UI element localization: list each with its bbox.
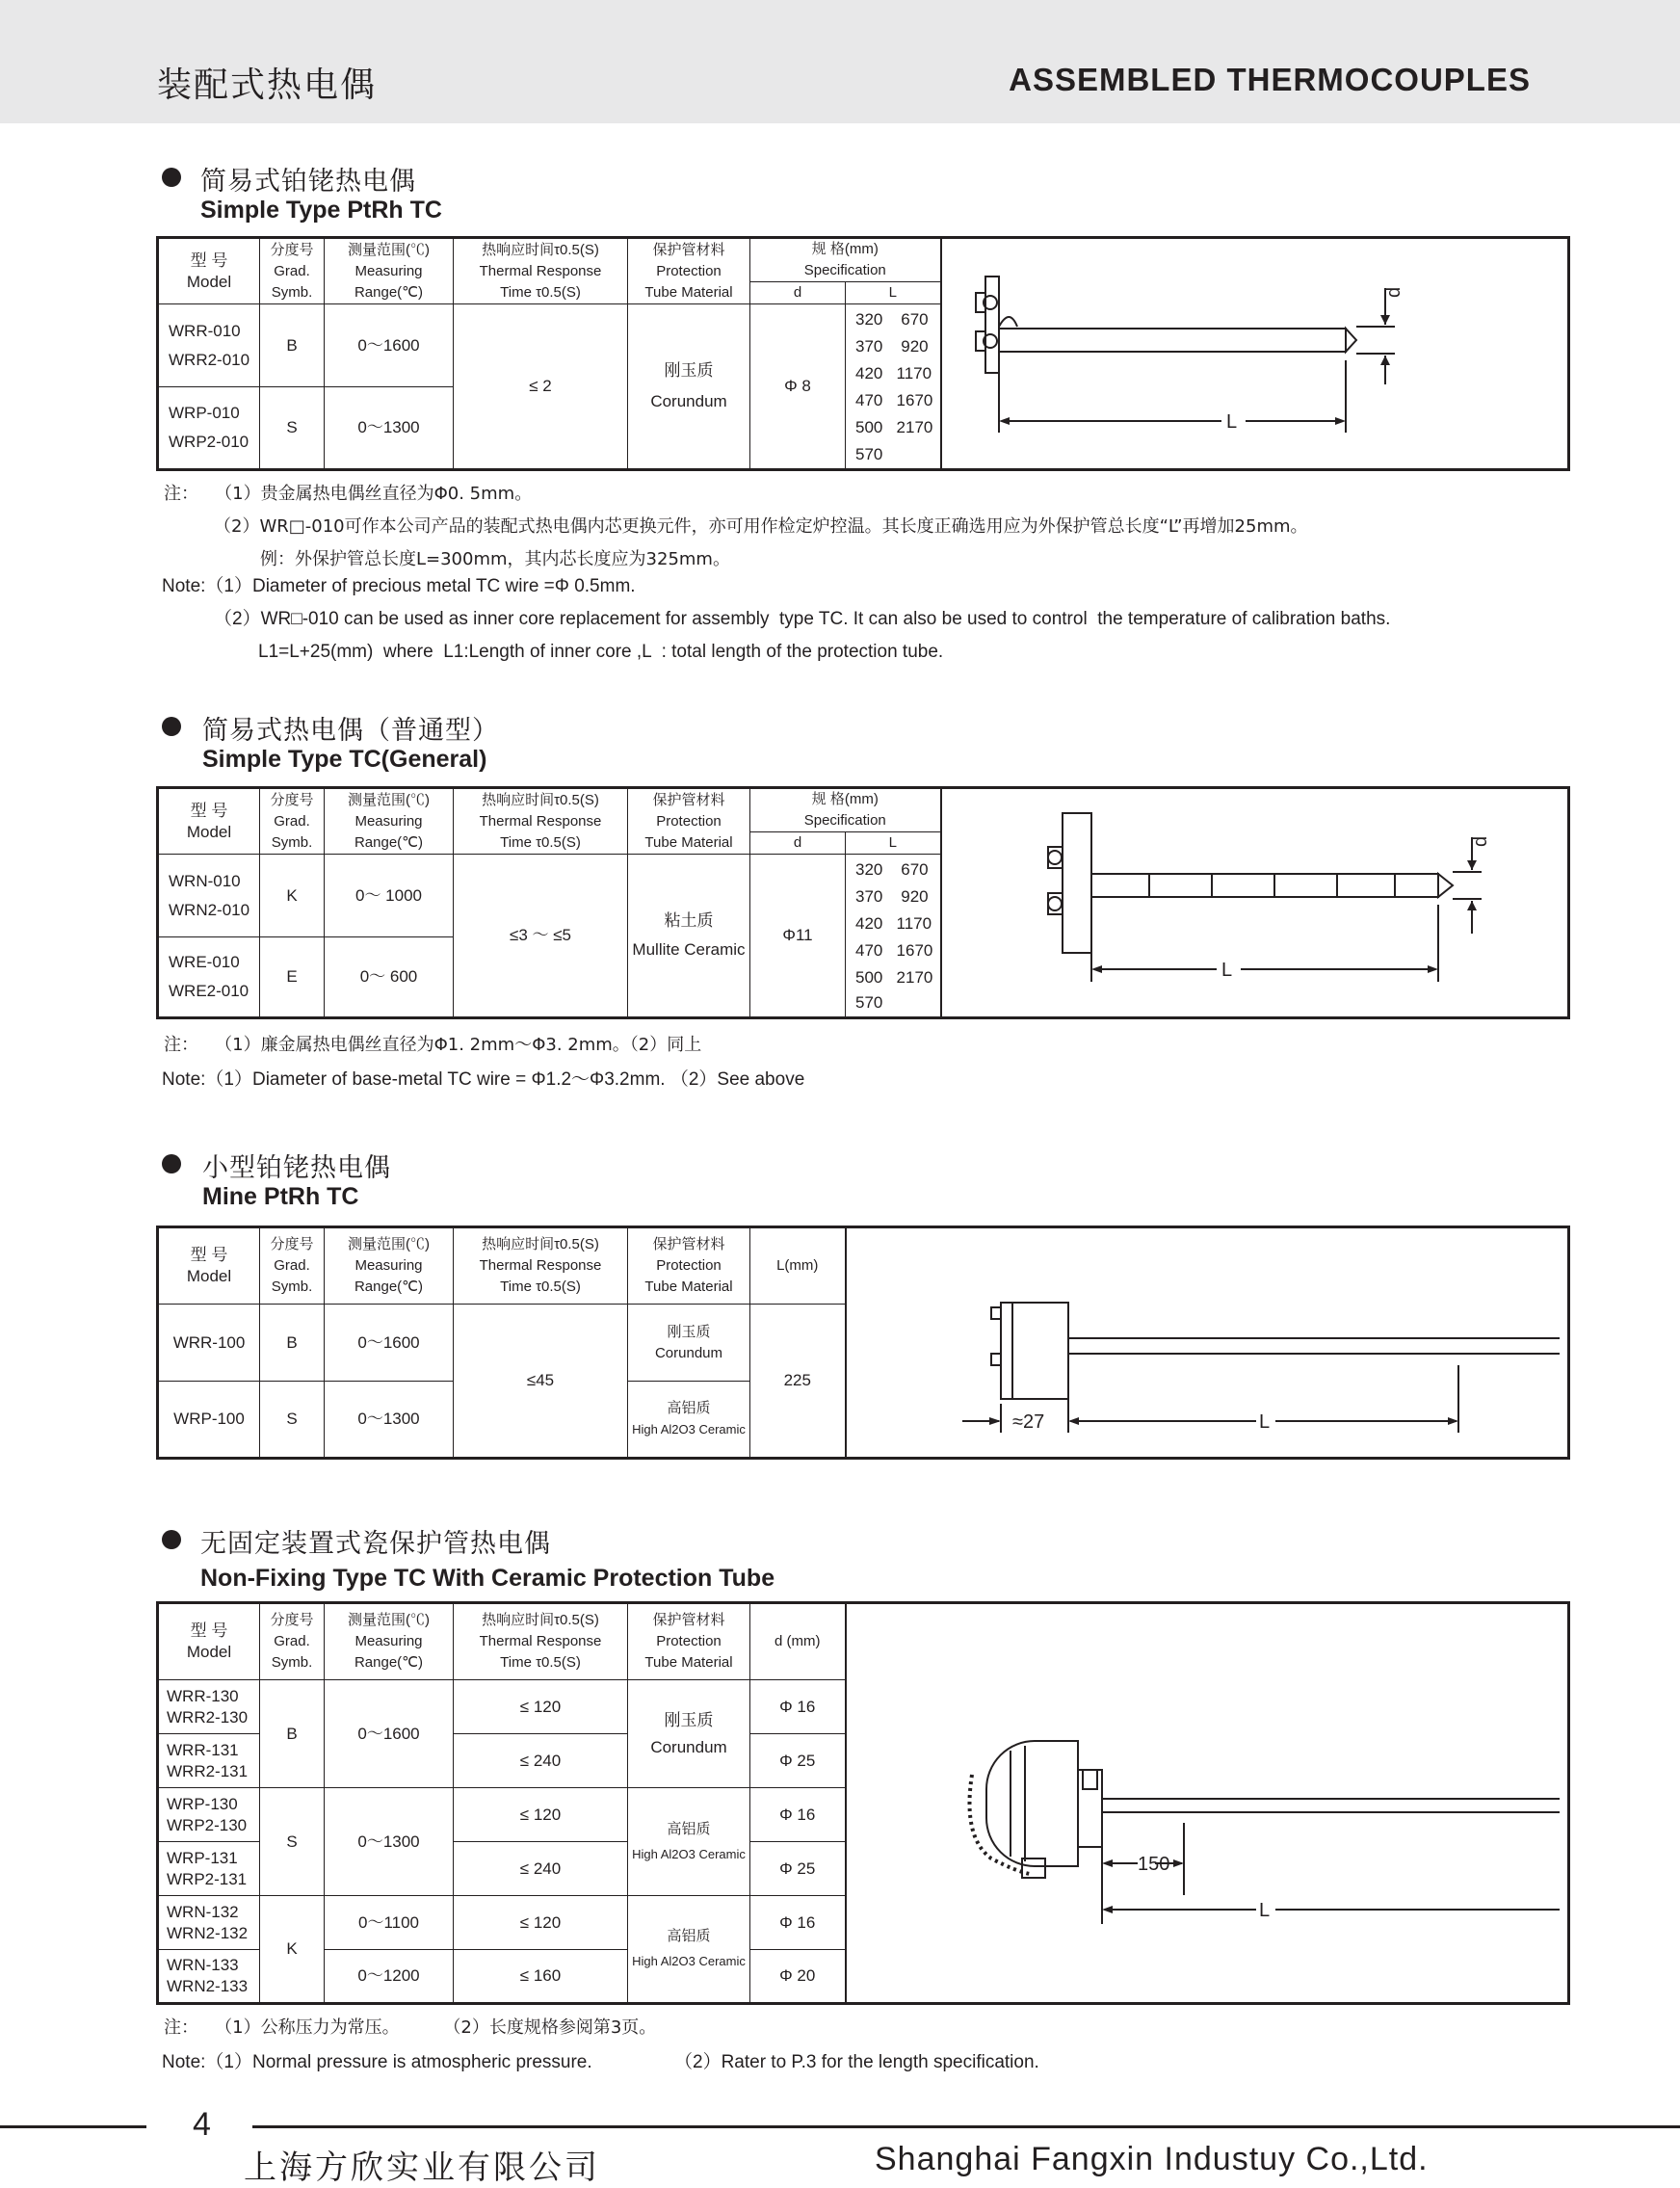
svg-text:L: L bbox=[1258, 1899, 1270, 1921]
sec3-tube-0: 刚玉质 Corundum bbox=[628, 1305, 750, 1382]
sec1-range-0: 0～1600 bbox=[325, 304, 454, 387]
footer-rule-right bbox=[252, 2125, 1680, 2128]
col-time: 热响应时间τ0.5(S) Thermal Response Time τ0.5(S) bbox=[454, 238, 628, 304]
sec1-time: ≤ 2 bbox=[454, 304, 628, 470]
bullet-icon bbox=[162, 1530, 181, 1549]
sec1-title-en: Simple Type PtRh TC bbox=[200, 197, 442, 224]
sec3-tube-1: 高铝质 High Al2O3 Ceramic bbox=[628, 1382, 750, 1459]
col-grad: 分度号 Grad. Symb. bbox=[260, 238, 325, 304]
sec4-model-3: WRP-131 WRP2-131 bbox=[158, 1842, 260, 1896]
company-name-cn: 上海方欣实业有限公司 bbox=[244, 2148, 600, 2187]
sec1-tube: 刚玉质 Corundum bbox=[628, 304, 750, 470]
sec3-diagram bbox=[846, 1227, 1569, 1459]
header-title-cn: 装配式热电偶 bbox=[157, 66, 378, 105]
sec1-table bbox=[156, 236, 1570, 471]
page-header bbox=[0, 0, 1680, 123]
sec4-model-0: WRR-130 WRR2-130 bbox=[158, 1680, 260, 1734]
col-tube: 保护管材料 Protection Tube Material bbox=[628, 238, 750, 304]
sec3-grade-0: B bbox=[260, 1305, 325, 1382]
sec3-model-0: WRR-100 bbox=[158, 1305, 260, 1382]
sec3-range-0: 0～1600 bbox=[325, 1305, 454, 1382]
sec1-d: Φ 8 bbox=[750, 304, 846, 470]
sec1-range-1: 0～1300 bbox=[325, 387, 454, 470]
sec3-grade-1: S bbox=[260, 1382, 325, 1459]
sec2-table: 型 号 Model 分度号 Grad. Symb. 测量范围(℃) Measuring Range(℃) 热响应时间τ0.5(S) Thermal Response Time τ0.5(S) 保护管材料 Protection Tube Material 规 格(mm) Specification L d d L WRN-010 WRN2-010 K 0～ 1000 ≤3 ～ ≤5 粘土质 Mullite Ceramic Φ11 320 670 370 920 420 1170 470 1670 500 2170 570 WRE-010 WRE2-010 E 0～ 600 bbox=[156, 786, 1570, 1019]
col-spec: 规 格(mm) Specification bbox=[750, 238, 941, 282]
col-L: L bbox=[846, 282, 941, 304]
svg-text:150: 150 bbox=[1137, 1853, 1169, 1875]
sec2-title-en: Simple Type TC(General) bbox=[202, 746, 487, 773]
sec4-diagram bbox=[846, 1603, 1569, 2004]
sec4-model-5: WRN-133 WRN2-133 bbox=[158, 1950, 260, 2004]
col-d: d bbox=[750, 282, 846, 304]
sec1-note-en-3: L1=L+25(mm) where L1:Length of inner core ,L : total length of the protection tube. bbox=[258, 642, 944, 662]
sec3-L: 225 bbox=[750, 1305, 846, 1459]
sec4-model-4: WRN-132 WRN2-132 bbox=[158, 1896, 260, 1950]
sec2-model-1: WRE-010 WRE2-010 bbox=[158, 937, 260, 1018]
sec2-grade-1: E bbox=[260, 937, 325, 1018]
sec1-L-list: 320 670 370 920 420 1170 470 1670 500 2170 570 bbox=[846, 304, 941, 470]
sec1-note-cn-1: 注： （1）贵金属热电偶丝直径为Φ0. 5mm。 bbox=[164, 484, 533, 504]
bullet-icon bbox=[162, 717, 181, 736]
svg-text:L: L bbox=[1258, 1410, 1270, 1433]
sec3-time: ≤45 bbox=[454, 1305, 628, 1459]
sec1-grade-0: B bbox=[260, 304, 325, 387]
sec3-table: 型 号 Model 分度号 Grad. Symb. 测量范围(℃) Measuring Range(℃) 热响应时间τ0.5(S) Thermal Response Time τ0.5(S) 保护管材料 Protection Tube Material L(mm) ≈27 L WRR-100 B 0～1600 ≤45 刚玉质 Corundum 225 WRP-100 S 0～1300 高铝质 High Al2O3 Ceramic bbox=[156, 1226, 1570, 1460]
sec4-model-1: WRR-131 WRR2-131 bbox=[158, 1734, 260, 1788]
sec3-range-1: 0～1300 bbox=[325, 1382, 454, 1459]
sec1-model-1: WRP-010 WRP2-010 bbox=[158, 387, 260, 470]
svg-text:d: d bbox=[1469, 835, 1491, 847]
sec4-note-cn: 注： （1）公称压力为常压。 （2）长度规格参阅第3页。 bbox=[164, 2017, 657, 2038]
sec2-d: Φ11 bbox=[750, 855, 846, 1018]
sec4-title-en: Non-Fixing Type TC With Ceramic Protection Tube bbox=[200, 1565, 775, 1592]
sec2-L-list: 320 670 370 920 420 1170 470 1670 500 2170 570 bbox=[846, 855, 941, 1018]
svg-text:L: L bbox=[1221, 960, 1232, 981]
sec2-grade-0: K bbox=[260, 855, 325, 937]
sec2-model-0: WRN-010 WRN2-010 bbox=[158, 855, 260, 937]
sec1-note-en-1: Note:（1）Diameter of precious metal TC wire =Φ 0.5mm. bbox=[162, 576, 636, 596]
sec2-note-en: Note:（1）Diameter of base-metal TC wire = Φ1.2～Φ3.2mm. （2）See above bbox=[162, 1069, 805, 1090]
sec1-model-0: WRR-010 WRR2-010 bbox=[158, 304, 260, 387]
header-title-en: ASSEMBLED THERMOCOUPLES bbox=[1009, 62, 1531, 97]
sec1-grade-1: S bbox=[260, 387, 325, 470]
sec2-time: ≤3 ～ ≤5 bbox=[454, 855, 628, 1018]
sec1-diagram bbox=[941, 238, 1569, 470]
col-model: 型 号 Model bbox=[158, 238, 260, 304]
svg-text:d: d bbox=[1382, 286, 1404, 298]
sec3-model-1: WRP-100 bbox=[158, 1382, 260, 1459]
col-range: 测量范围(℃) Measuring Range(℃) bbox=[325, 238, 454, 304]
sec4-table: 型 号 Model 分度号 Grad. Symb. 测量范围(℃) Measuring Range(℃) 热响应时间τ0.5(S) Thermal Response Time τ0.5(S) 保护管材料 Protection Tube Material d (mm) 150 L WRR-130 WRR2-130 B 0～1600 ≤ 120 刚玉质 Corundum Φ 16 WRR-131 WRR2-131 ≤ 240 Φ 25 WRP-130 WRP2-130 S 0～1300 ≤ 120 高铝质 High Al2O3 Ceramic Φ 16 WRP-131 WRP2-131 ≤ 240 Φ 25 WRN-132 WRN2-132 K 0～1100 ≤ 120 高铝质 High Al2O3 Ceramic Φ 16 WRN-133 WRN2-133 0～1200 ≤ 160 Φ 20 bbox=[156, 1601, 1570, 2005]
sec2-range-0: 0～ 1000 bbox=[325, 855, 454, 937]
bullet-icon bbox=[162, 1154, 181, 1173]
svg-text:L: L bbox=[1225, 411, 1237, 433]
sec3-title-cn: 小型铂铑热电偶 bbox=[202, 1153, 391, 1183]
sec1-note-cn-2: （2）WR□-010可作本公司产品的装配式热电偶内芯更换元件，亦可用作检定炉控温。其长度正确选用应为外保护管总长度“L”再增加25mm。 bbox=[214, 516, 1308, 537]
sec2-diagram bbox=[941, 788, 1569, 1018]
sec1-note-cn-3: 例：外保护管总长度L=300mm，其内芯长度应为325mm。 bbox=[260, 549, 730, 569]
sec2-note-cn: 注： （1）廉金属热电偶丝直径为Φ1. 2mm～Φ3. 2mm。（2）同上 bbox=[164, 1035, 702, 1055]
sec3-title-en: Mine PtRh TC bbox=[202, 1183, 359, 1210]
sec4-title-cn: 无固定装置式瓷保护管热电偶 bbox=[200, 1529, 551, 1559]
sec1-title-cn: 简易式铂铑热电偶 bbox=[200, 167, 416, 197]
svg-text:≈27: ≈27 bbox=[1011, 1410, 1044, 1433]
company-name-en: Shanghai Fangxin Industuy Co.,Ltd. bbox=[875, 2141, 1429, 2177]
footer-rule-left bbox=[0, 2125, 146, 2128]
sec4-model-2: WRP-130 WRP2-130 bbox=[158, 1788, 260, 1842]
sec2-title-cn: 简易式热电偶（普通型） bbox=[202, 716, 499, 746]
sec2-tube: 粘土质 Mullite Ceramic bbox=[628, 855, 750, 1018]
sec4-note-en-2: （2）Rater to P.3 for the length specification. bbox=[674, 2052, 1039, 2072]
page-number: 4 bbox=[193, 2106, 211, 2143]
sec2-range-1: 0～ 600 bbox=[325, 937, 454, 1018]
bullet-icon bbox=[162, 168, 181, 187]
sec1-note-en-2: （2）WR□-010 can be used as inner core replacement for assembly type TC. It can also be used to control the temperature of calibration baths. bbox=[214, 609, 1391, 629]
sec4-note-en-1: Note:（1）Normal pressure is atmospheric pressure. bbox=[162, 2052, 592, 2072]
